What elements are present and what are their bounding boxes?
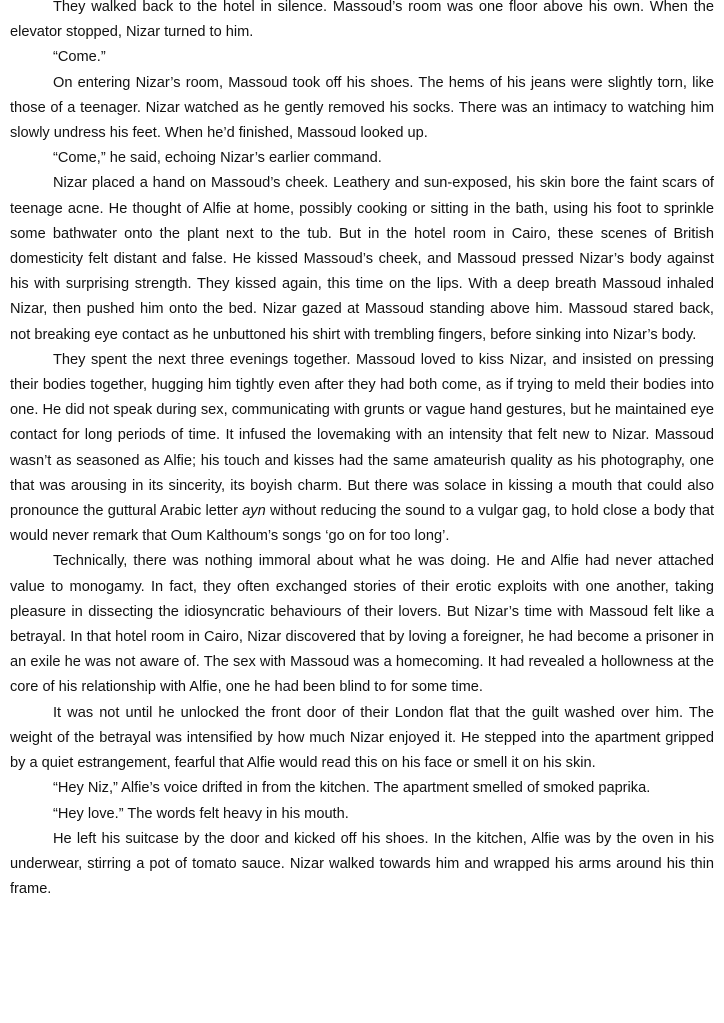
paragraph: Technically, there was nothing immoral about what he was doing. He and Alfie had never attached value to monogamy. In fact, they often exchanged stories of their erotic exploits with one another, taking pleasure in dissecting the idiosyncratic behaviours of their lovers. But Nizar’s time with Massoud felt like a betrayal. In that hotel room in Cairo, Nizar discovered that by loving a foreigner, he had become a prisoner in an exile he was not aware of. The sex with Massoud was a homecoming. It had revealed a hollowness at the core of his relationship with Alfie, one he had been blind to for some time.	[10, 553, 714, 696]
paragraph-text: without reducing the sound to a vulgar gag, to hold close a body that would never remark that Oum Kalthoum’s songs ‘go on for too long’.	[10, 503, 714, 545]
paragraph	[10, 348, 714, 550]
paragraph: He left his suitcase by the door and kicked off his shoes. In the kitchen, Alfie was by the oven in his underwear, stirring a pot of tomato sauce. Nizar walked towards him and wrapped his arms around his thin frame.	[10, 830, 714, 898]
paragraph-text: They spent the next three evenings together. Massoud loved to kiss Nizar, and insisted on pressing their bodies together, hugging him tightly even after they had both come, as if trying to meld their bodies into one. He did not speak during sex, communicating with grunts or vague hand gestures, but he maintained eye contact for long periods of time. It infused the lovemaking with an intensity that felt new to Nizar. Massoud wasn’t as seasoned as Alfie; his touch and kisses had the same amateurish quality as his photography, one that was arousing in its sincerity, its boyish charm. But there was solace in kissing a mouth that could also pronounce the guttural Arabic letter	[10, 351, 714, 520]
paragraph: Nizar placed a hand on Massoud’s cheek. Leathery and sun-exposed, his skin bore the faint scars of teenage acne. He thought of Alfie at home, possibly cooking or sitting in the bath, using his foot to sprinkle some bathwater onto the plant next to the tub. But in the hotel room in Cairo, these scenes of British domesticity felt distant and false. He kissed Massoud’s cheek, and Massoud pressed Nizar’s body against his with surprising strength. They kissed again, this time on the lips. With a deep breath Massoud inhaled Nizar, then pushed him onto the bed. Nizar gazed at Massoud standing above him. Massoud stared back, not breaking eye contact as he unbuttoned his shirt with trembling fingers, before sinking into Nizar’s body.	[10, 175, 714, 343]
paragraph: On entering Nizar’s room, Massoud took off his shoes. The hems of his jeans were slightly torn, like those of a teenager. Nizar watched as he gently removed his socks. There was an intimacy to watching him slowly undress his feet. When he’d finished, Massoud looked up.	[10, 74, 714, 142]
paragraph: It was not until he unlocked the front door of their London flat that the guilt washed over him. The weight of the betrayal was intensified by how much Nizar enjoyed it. He stepped into the apartment gripped by a quiet estrangement, fearful that Alfie would read this on his face or smell it on his skin.	[10, 704, 714, 772]
paragraph: “Come.”	[53, 49, 106, 66]
paragraph: “Hey Niz,” Alfie’s voice drifted in from the kitchen. The apartment smelled of smoked paprika.	[53, 780, 651, 797]
paragraph: They walked back to the hotel in silence. Massoud’s room was one floor above his own. When the elevator stopped, Nizar turned to him.	[10, 0, 714, 41]
paragraph: “Hey love.” The words felt heavy in his mouth.	[53, 805, 349, 822]
italic-word: ayn	[242, 503, 266, 520]
paragraph: “Come,” he said, echoing Nizar’s earlier command.	[53, 150, 382, 167]
